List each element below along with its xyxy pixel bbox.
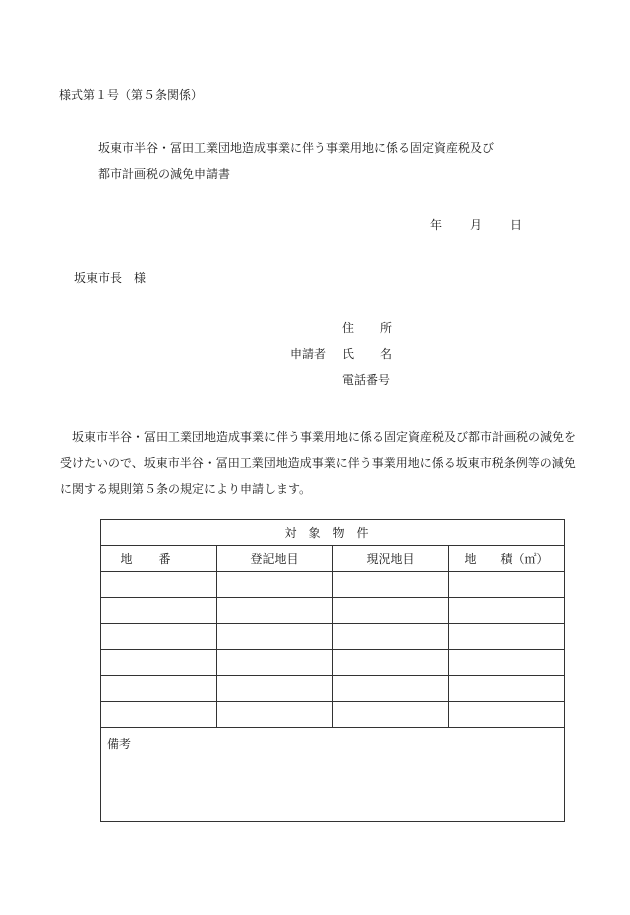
cell-registered-category[interactable]	[217, 572, 333, 598]
cell-area[interactable]	[449, 676, 565, 702]
request-body-text: 坂東市半谷・冨田工業団地造成事業に伴う事業用地に係る固定資産税及び都市計画税の減免を受けたいので、坂東市半谷・冨田工業団地造成事業に伴う事業用地に係る坂東市税条例等の減免に関する規則第５条の規定により申請します。	[60, 430, 577, 496]
table-row	[101, 676, 565, 702]
cell-lot-number[interactable]	[101, 624, 217, 650]
cell-current-category[interactable]	[333, 650, 449, 676]
form-title-line-1: 坂東市半谷・冨田工業団地造成事業に伴う事業用地に係る固定資産税及び	[98, 141, 495, 155]
table-row	[101, 624, 565, 650]
cell-current-category[interactable]	[333, 624, 449, 650]
remarks-label: 備考	[107, 737, 132, 751]
cell-current-category[interactable]	[333, 676, 449, 702]
cell-registered-category[interactable]	[217, 676, 333, 702]
cell-current-category[interactable]	[333, 572, 449, 598]
date-year-label: 年	[430, 218, 443, 232]
cell-area[interactable]	[449, 624, 565, 650]
address-label: 住所	[342, 321, 392, 335]
applicant-name-field	[342, 348, 392, 360]
header-lot-number: 地番	[101, 546, 217, 572]
remarks-row	[101, 728, 565, 822]
table-caption-row	[101, 520, 565, 546]
date-day-label: 日	[510, 218, 523, 232]
table-row	[101, 598, 565, 624]
applicant-address-field	[342, 322, 392, 334]
cell-lot-number[interactable]	[101, 650, 217, 676]
form-number: 様式第１号（第５条関係）	[59, 88, 204, 102]
addressee: 坂東市長 様	[74, 271, 147, 285]
phone-label: 電話番号	[342, 373, 391, 387]
applicant-label: 申請者	[290, 347, 327, 361]
cell-registered-category[interactable]	[217, 702, 333, 728]
date-month-label: 月	[470, 218, 483, 232]
cell-registered-category[interactable]	[217, 650, 333, 676]
header-area: 地 積（㎡）	[449, 546, 565, 572]
cell-registered-category[interactable]	[217, 624, 333, 650]
cell-area[interactable]	[449, 702, 565, 728]
cell-lot-number[interactable]	[101, 572, 217, 598]
cell-registered-category[interactable]	[217, 598, 333, 624]
cell-lot-number[interactable]	[101, 676, 217, 702]
table-row	[101, 702, 565, 728]
remarks-field[interactable]	[101, 728, 565, 822]
cell-current-category[interactable]	[333, 702, 449, 728]
table-row	[101, 650, 565, 676]
applicant-phone-field	[342, 374, 390, 386]
cell-area[interactable]	[449, 650, 565, 676]
form-title-line-2: 都市計画税の減免申請書	[98, 167, 231, 181]
header-current-category: 現況地目	[333, 546, 449, 572]
cell-lot-number[interactable]	[101, 598, 217, 624]
cell-area[interactable]	[449, 598, 565, 624]
table-header-row	[101, 546, 565, 572]
cell-area[interactable]	[449, 572, 565, 598]
cell-current-category[interactable]	[333, 598, 449, 624]
table-caption: 対象物件	[101, 520, 565, 546]
property-table	[100, 519, 565, 822]
cell-lot-number[interactable]	[101, 702, 217, 728]
table-row	[101, 572, 565, 598]
header-registered-category: 登記地目	[217, 546, 333, 572]
name-label: 氏名	[342, 347, 392, 361]
